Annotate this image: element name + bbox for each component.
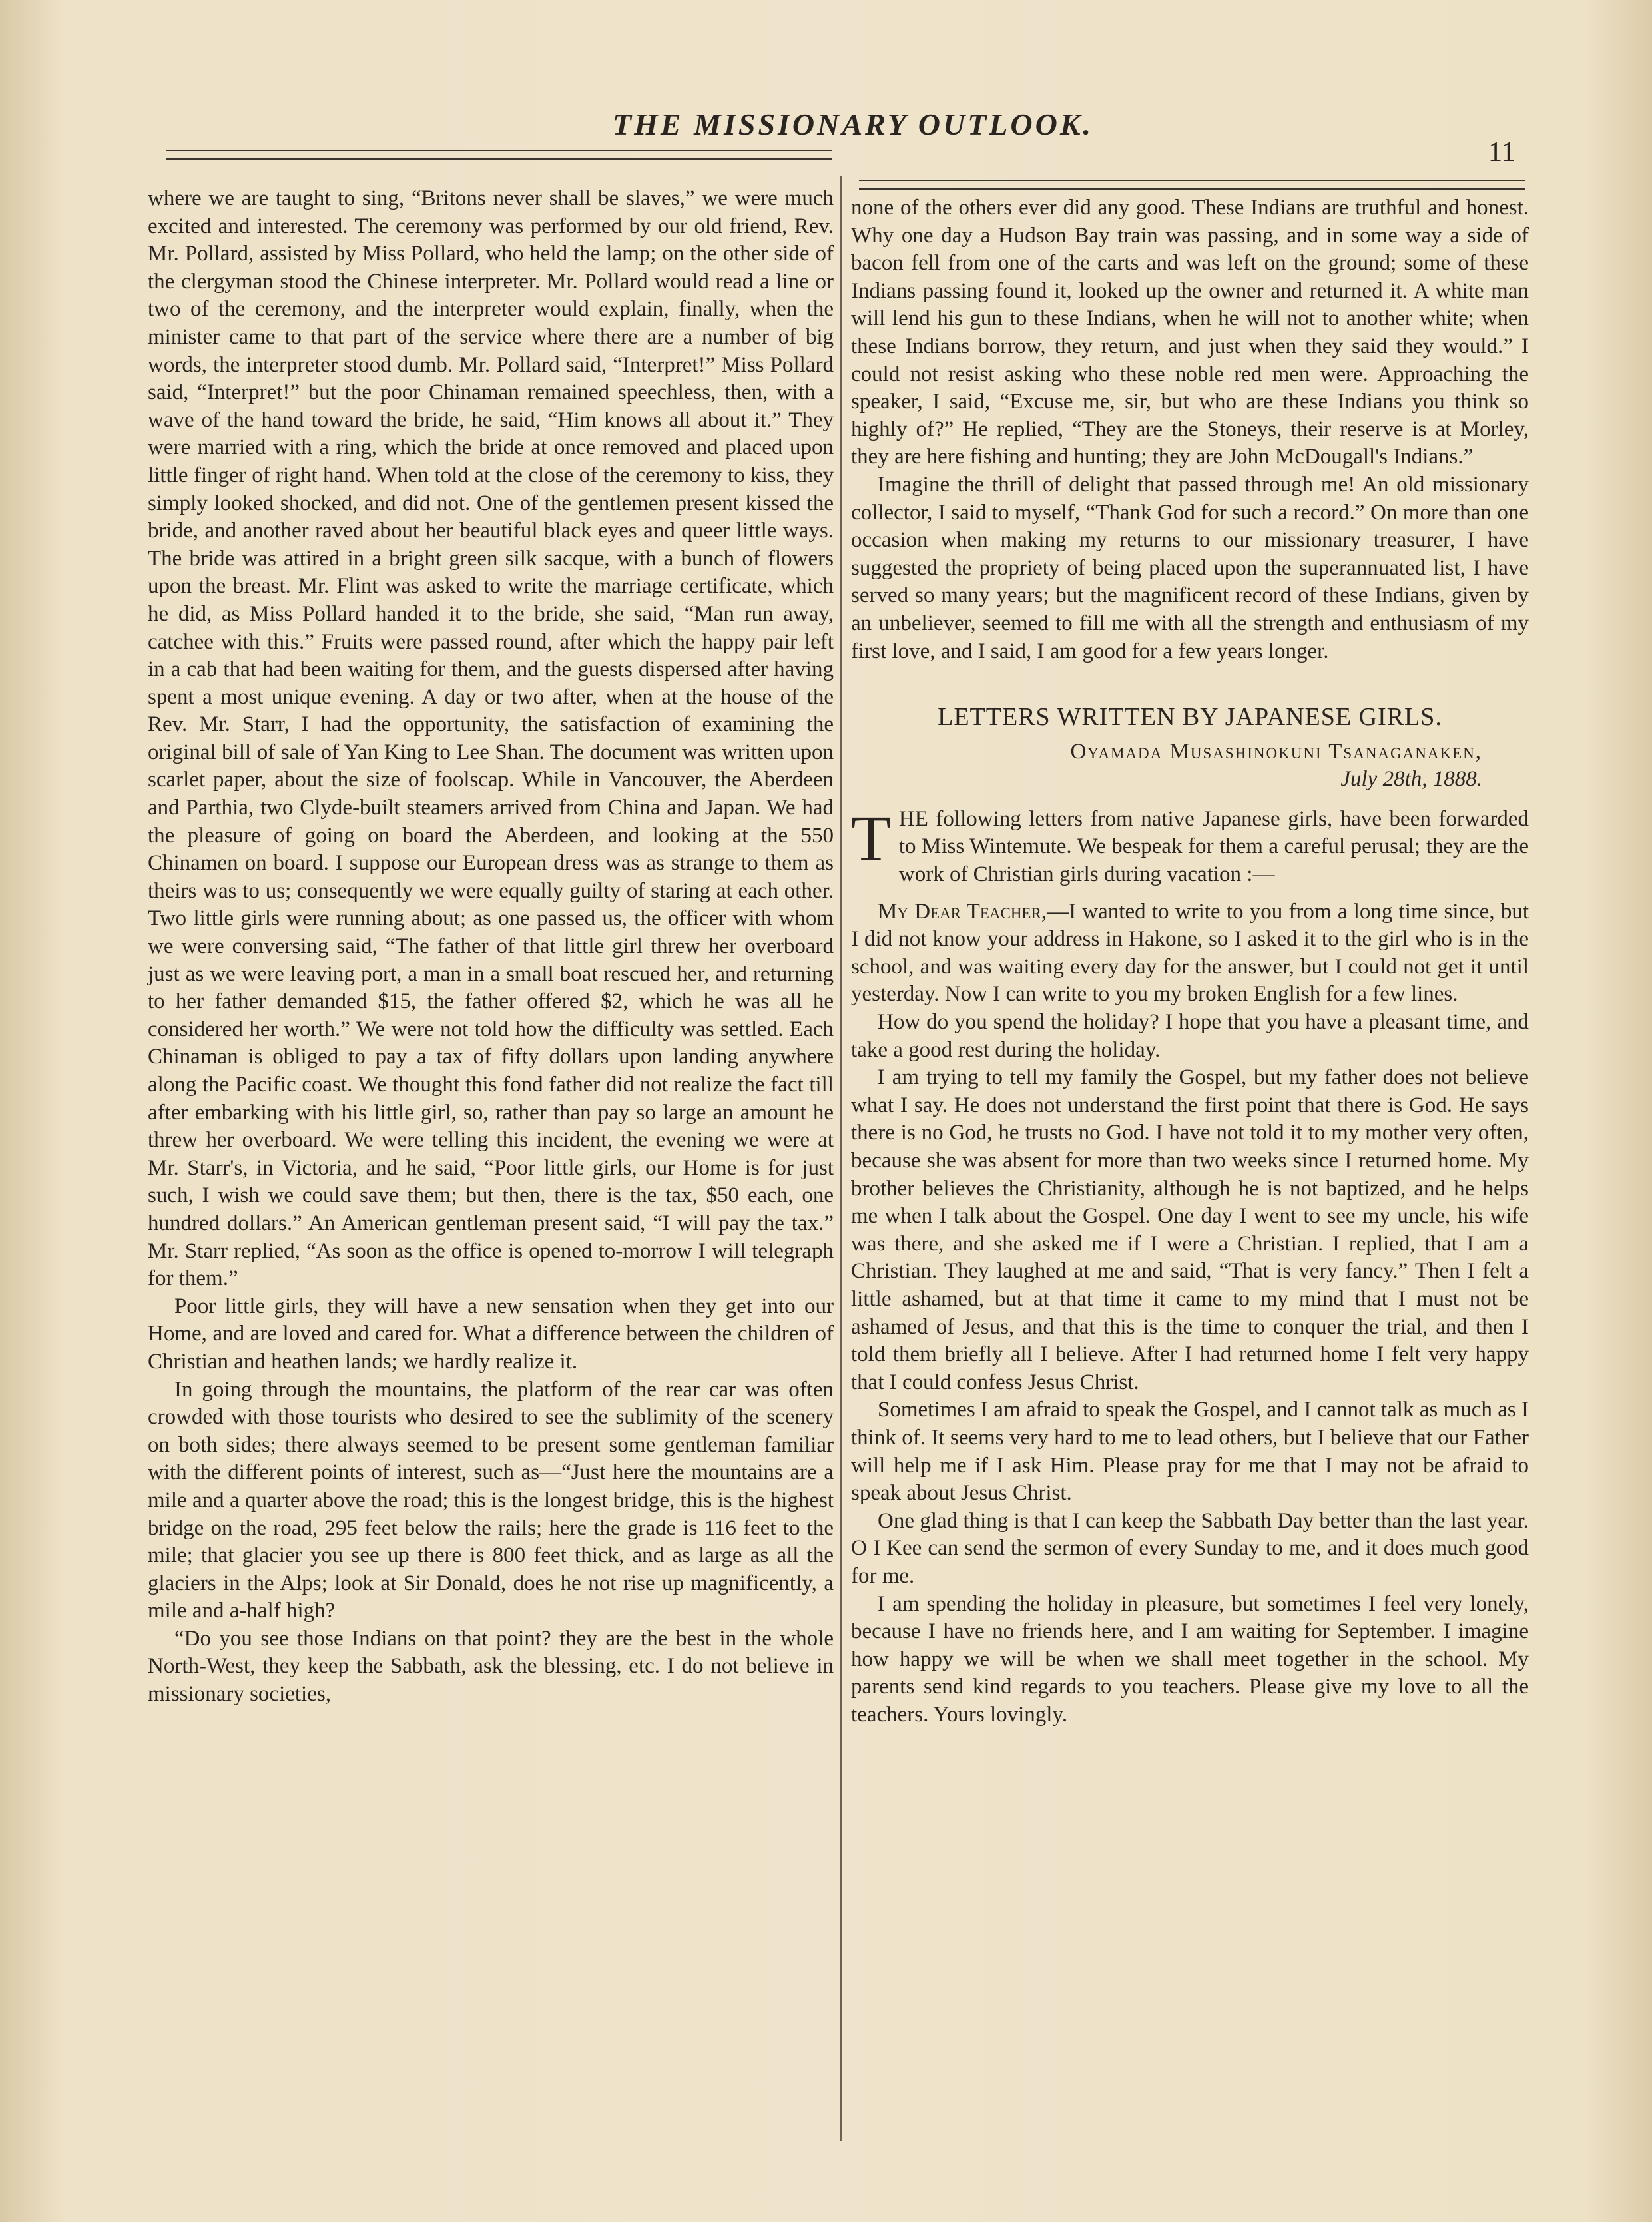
dateline-place: Oyamada Musashinokuni Tsanaganaken, [1070,739,1482,764]
dateline-date: July 28th, 1888. [1340,767,1482,792]
article-paragraph: Poor little girls, they will have a new sensation when they get into our Home, and are loved and cared for. What a difference between the children of Christian and heathen lands; we hardly realize it. [148,1294,834,1374]
article-paragraph: In going through the mountains, the platform of the rear car was often crowded with those tourists who desired to see the sublimity of the scenery on both sides; there always seemed to be present some gentleman familiar with the different points of interest, such as—“Just here the mountains are a mile and a quarter above the road; this is the longest bridge, this is the highest bridge on the road, 295 feet below the rails; here the grade is 116 feet to the mile; that glacier you see up there is 800 feet thick, and as large as all the glaciers in the Alps; look at Sir Donald, does he not rise up magnificently, a mile and a-half high? [148,1377,834,1623]
header-rule-left [166,150,832,151]
letter-paragraph: One glad thing is that I can keep the Sabbath Day better than the last year. O I Kee can send the sermon of every Sunday to me, and it does much good for me. [851,1508,1529,1588]
article-paragraph: Imagine the thrill of delight that passed through me! An old missionary collector, I said to myself, “Thank God for such a record.” On more than one occasion when making my returns to our missionary treasurer, I have suggested the propriety of being placed upon the superannuated list, I have served so many years; but the magnificent record of these Indians, given by an unbeliever, seemed to fill me with all the strength and enthusiasm of my first love, and I said, I am good for a few years longer. [851,472,1529,663]
letter-paragraph: I am trying to tell my family the Gospel, but my father does not believe what I say. He does not understand the first point that there is God. He says there is no God, he trusts no God. I have not told it to my mother very often, because she was absent for more than two weeks since I returned home. My brother believes the Christianity, although he is not baptized, and he helps me when I talk about the Gospel. One day I went to see my uncle, his wife was there, and she asked me if I were a Christian. I replied, that I am a Christian. They laughed at me and said, “That is very fancy.” Then I felt a little ashamed, but at that time it came to my mind that I must not be ashamed of Jesus, and that this is the time to conquer the trial, and then I told them briefly all I believe. After I had returned home I felt very happy that I could confess Jesus Christ. [851,1065,1529,1394]
article-paragraph: “Do you see those Indians on that point? they are the best in the whole North-West, they keep the Sabbath, ask the blessing, etc. I do not believe in missionary societies, [148,1626,834,1707]
column-divider [840,176,842,2141]
header-rule-right [859,180,1525,181]
letter-paragraph: How do you spend the holiday? I hope that you have a pleasant time, and take a good rest during the holiday. [851,1010,1529,1062]
salutation: My Dear Teacher, [878,899,1047,924]
letter-paragraph: Sometimes I am afraid to speak the Gospel, and I cannot talk as much as I think of. It seems very hard to me to lead others, but I believe that our Father will help me if I ask Him. Please pray for me that I may not be afraid to speak about Jesus Christ. [851,1398,1529,1506]
page-number: 11 [1488,137,1515,168]
left-column [148,185,834,1709]
letter-opening: My Dear Teacher,—I wanted to write to you from a long time since, but I did not know your address in Hakone, so I asked it to the girl who is in the school, and was waiting every day for the answer, but I could not get it until yesterday. Now I can write to you my broken English for a few lines. [851,899,1529,1007]
drop-cap: T [851,802,891,875]
article-continuation: none of the others ever did any good. These Indians are truthful and honest. Why one day a Hudson Bay train was passing, and in some way a side of bacon fell from one of the carts and was left on the ground; some of these Indians passing found it, looked up the owner and returned it. A white man will lend his gun to these Indians, when he will not to another white; when these Indians borrow, they return, and just when they said they would.” I could not resist asking who these noble red men were. Approaching the speaker, I said, “Excuse me, sir, but who are these Indians you think so highly of?” He replied, “They are the Stoneys, their reserve is at Morley, they are here fishing and hunting; they are John McDougall's Indians.” [851,196,1529,469]
letter-paragraph: I am spending the holiday in pleasure, but sometimes I feel very lonely, because I have no friends here, and I am waiting for September. I imagine how happy we will be when we shall meet together in the school. My parents send kind regards to you teachers. Please give my love to all the teachers. Yours lovingly. [851,1591,1529,1727]
header-rule-right-lower [859,188,1525,190]
article-continuation: where we are taught to sing, “Britons never shall be slaves,” we were much excited and interested. The ceremony was performed by our old friend, Rev. Mr. Pollard, assisted by Miss Pollard, who held the lamp; on the other side of the clergyman stood the Chinese interpreter. Mr. Pollard would read a line or two of the ceremony, and the interpreter would explain, finally, when the minister came to that part of the service where there are a number of big words, the interpreter stood dumb. Mr. Pollard said, “Interpret!” Miss Pollard said, “Interpret!” but the poor Chinaman remained speechless, then, with a wave of the hand toward the bride, he said, “Him knows all about it.” They were married with a ring, which the bride at once removed and placed upon little finger of right hand. When told at the close of the ceremony to kiss, they simply looked shocked, and did not. One of the gentlemen present kissed the bride, and another raved about her beautiful black eyes and queer little ways. The bride was attired in a bright green silk sacque, with a bunch of flowers upon the breast. Mr. Flint was asked to write the marriage certificate, which he did, as Miss Pollard handed it to the bride, she said, “Man run away, catchee with this.” Fruits were passed round, after which the happy pair left in a cab that had been waiting for them, and the guests dispersed after having spent a most unique evening. A day or two after, when at the house of the Rev. Mr. Starr, I had the opportunity, the satisfaction of examining the original bill of sale of Yan King to Lee Shan. The document was written upon scarlet paper, about the size of foolscap. While in Vancouver, the Aberdeen and Parthia, two Clyde-built steamers arrived from China and Japan. We had the pleasure of going on board the Aberdeen, and looking at the 550 Chinamen on board. I suppose our European dress was as strange to them as theirs was to us; consequently we were equally guilty of staring at each other. Two little girls were running about; as one passed us, the officer with whom we were conversing said, “The father of that little girl threw her overboard just as we were leaving port, a man in a small boat rescued her, and returning to her father demanded $15, the father offered $2, which he was all he considered her worth.” We were not told how the difficulty was settled. Each Chinaman is obliged to pay a tax of fifty dollars upon landing anywhere along the Pacific coast. We thought this fond father did not realize the fact till after embarking with his little girl, so, rather than pay so large an amount he threw her overboard. We were telling this incident, the evening we were at Mr. Starr's, in Victoria, and he said, “Poor little girls, our Home is for just such, I wish we could save them; but then, there is the tax, $50 each, one hundred dollars.” An American gentleman present said, “I will pay the tax.” Mr. Starr replied, “As soon as the office is opened to-morrow I will telegraph for them.” [148,186,834,1291]
running-title: THE MISSIONARY OUTLOOK. [613,107,1094,141]
letters-intro: THE following letters from native Japanese girls, have been forwarded to Miss Wintemute. We bespeak for them a careful perusal; they are the work of Christian girls during vacation :— [851,802,1529,887]
right-column [851,194,1529,1729]
section-title: LETTERS WRITTEN BY JAPANESE GIRLS. [938,703,1442,732]
header-rule-left-lower [166,158,832,160]
